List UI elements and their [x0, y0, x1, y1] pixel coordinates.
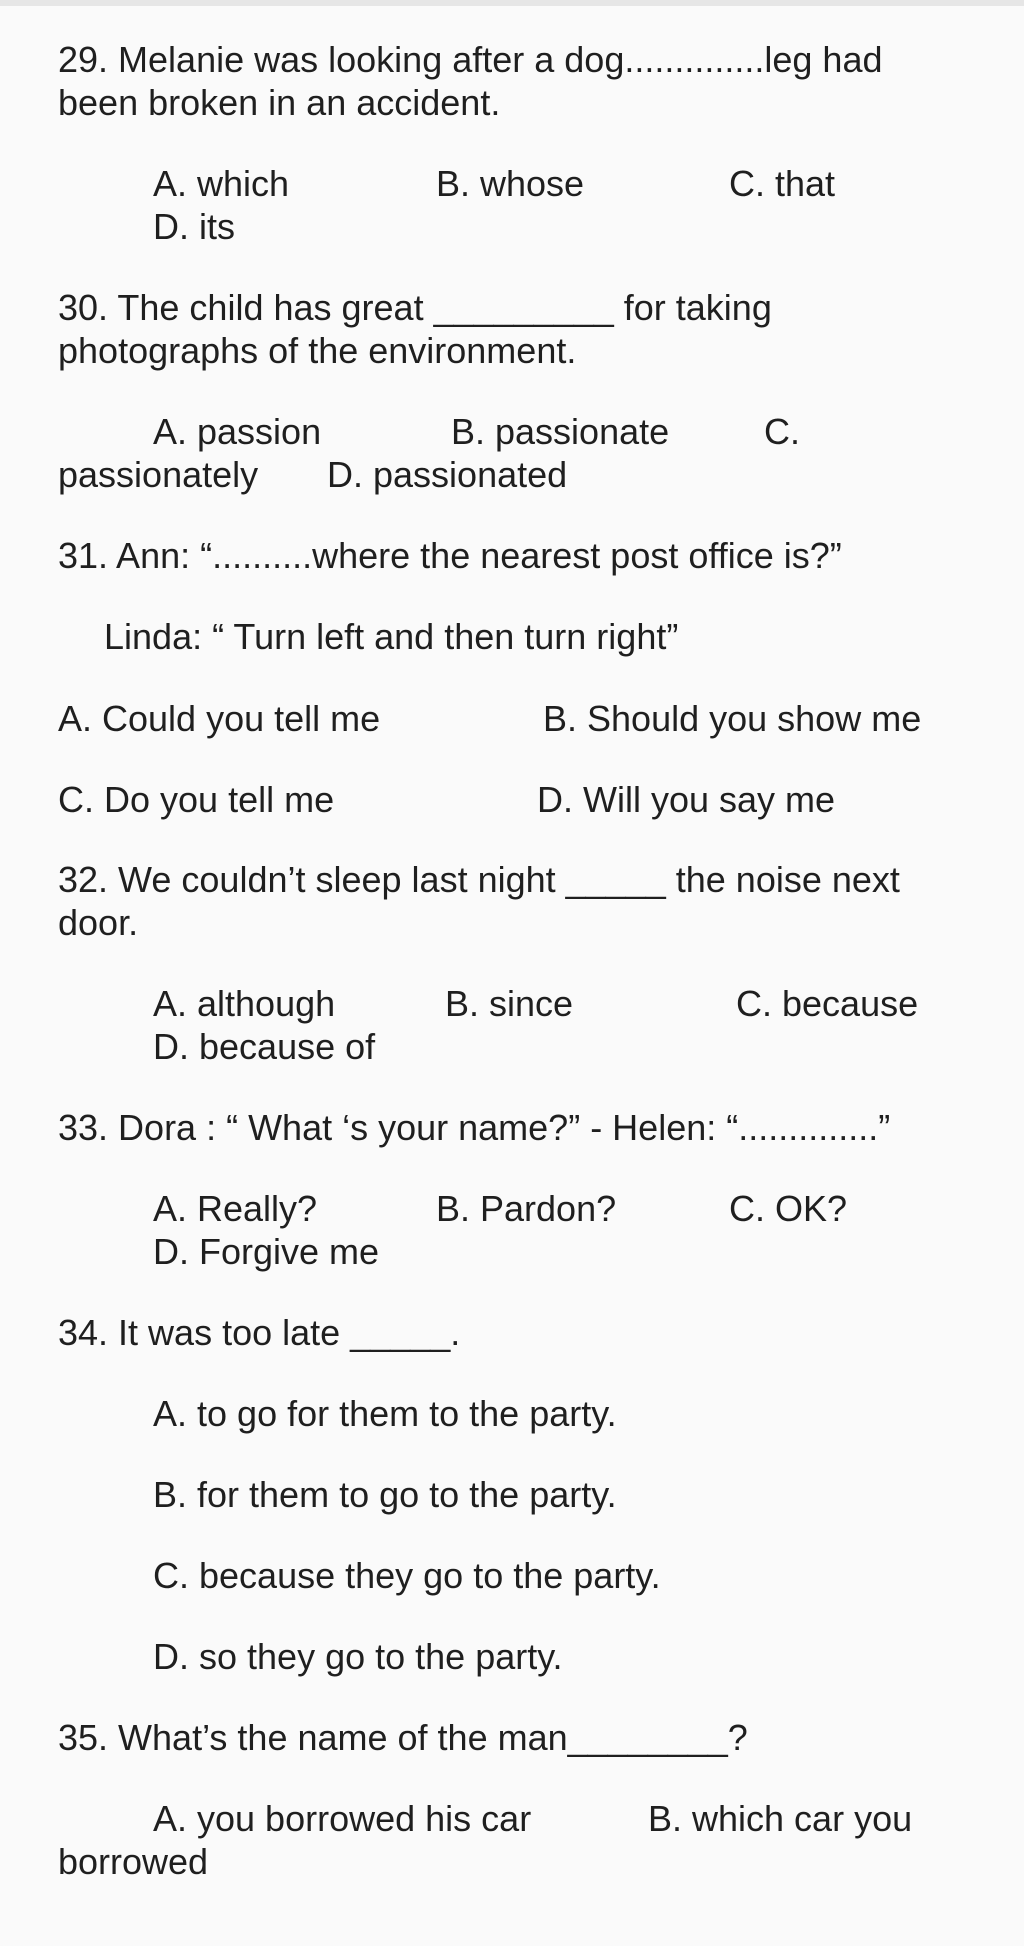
- question-30-option-c: C.: [764, 411, 800, 452]
- question-32-stem-line1: 32. We couldn’t sleep last night _____ the noise next: [58, 859, 900, 900]
- question-29-option-c: C. that: [729, 163, 836, 204]
- question-35-option-b-continued: borrowed: [58, 1841, 209, 1882]
- question-33-stem-line1: 33. Dora : “ What ‘s your name?” - Helen: “..............”: [58, 1107, 891, 1148]
- question-34-option-d: D. so they go to the party.: [153, 1636, 563, 1677]
- question-31-stem-line2: Linda: “ Turn left and then turn right”: [104, 616, 679, 657]
- question-29-stem-line2: been broken in an accident.: [58, 82, 501, 123]
- question-31-option-d: D. Will you say me: [537, 779, 836, 820]
- question-30-stem-line2: photographs of the environment.: [58, 330, 577, 371]
- question-30-stem-line1: 30. The child has great _________ for taking: [58, 287, 772, 328]
- question-29-stem-line1: 29. Melanie was looking after a dog..............leg had: [58, 39, 883, 80]
- question-34-option-a: A. to go for them to the party.: [153, 1393, 617, 1434]
- question-32-option-c: C. because: [736, 983, 919, 1024]
- question-30-option-d: D. passionated: [327, 454, 568, 495]
- question-33-option-a: A. Really?: [153, 1188, 318, 1229]
- question-29-option-d: D. its: [153, 206, 236, 247]
- question-29-option-b: B. whose: [436, 163, 585, 204]
- question-30-option-a: A. passion: [153, 411, 322, 452]
- question-32-option-b: B. since: [445, 983, 574, 1024]
- question-35-stem-line1: 35. What’s the name of the man________?: [58, 1717, 748, 1758]
- question-29-option-a: A. which: [153, 163, 290, 204]
- question-32-option-a: A. although: [153, 983, 336, 1024]
- question-31-stem-line1: 31. Ann: “..........where the nearest post office is?”: [58, 535, 842, 576]
- question-32-stem-line2: door.: [58, 902, 139, 943]
- question-31-option-a: A. Could you tell me: [58, 698, 381, 739]
- question-35-option-b: B. which car you: [648, 1798, 913, 1839]
- question-32-option-d: D. because of: [153, 1026, 376, 1067]
- question-33-option-d: D. Forgive me: [153, 1231, 380, 1272]
- question-34-option-c: C. because they go to the party.: [153, 1555, 661, 1596]
- question-34-stem-line1: 34. It was too late _____.: [58, 1312, 461, 1353]
- question-33-option-c: C. OK?: [729, 1188, 848, 1229]
- question-31-option-b: B. Should you show me: [543, 698, 922, 739]
- question-34-option-b: B. for them to go to the party.: [153, 1474, 617, 1515]
- question-30-option-b: B. passionate: [451, 411, 670, 452]
- question-35-option-a: A. you borrowed his car: [153, 1798, 532, 1839]
- question-31-option-c: C. Do you tell me: [58, 779, 335, 820]
- question-30-option-c-continued: passionately: [58, 454, 259, 495]
- question-33-option-b: B. Pardon?: [436, 1188, 617, 1229]
